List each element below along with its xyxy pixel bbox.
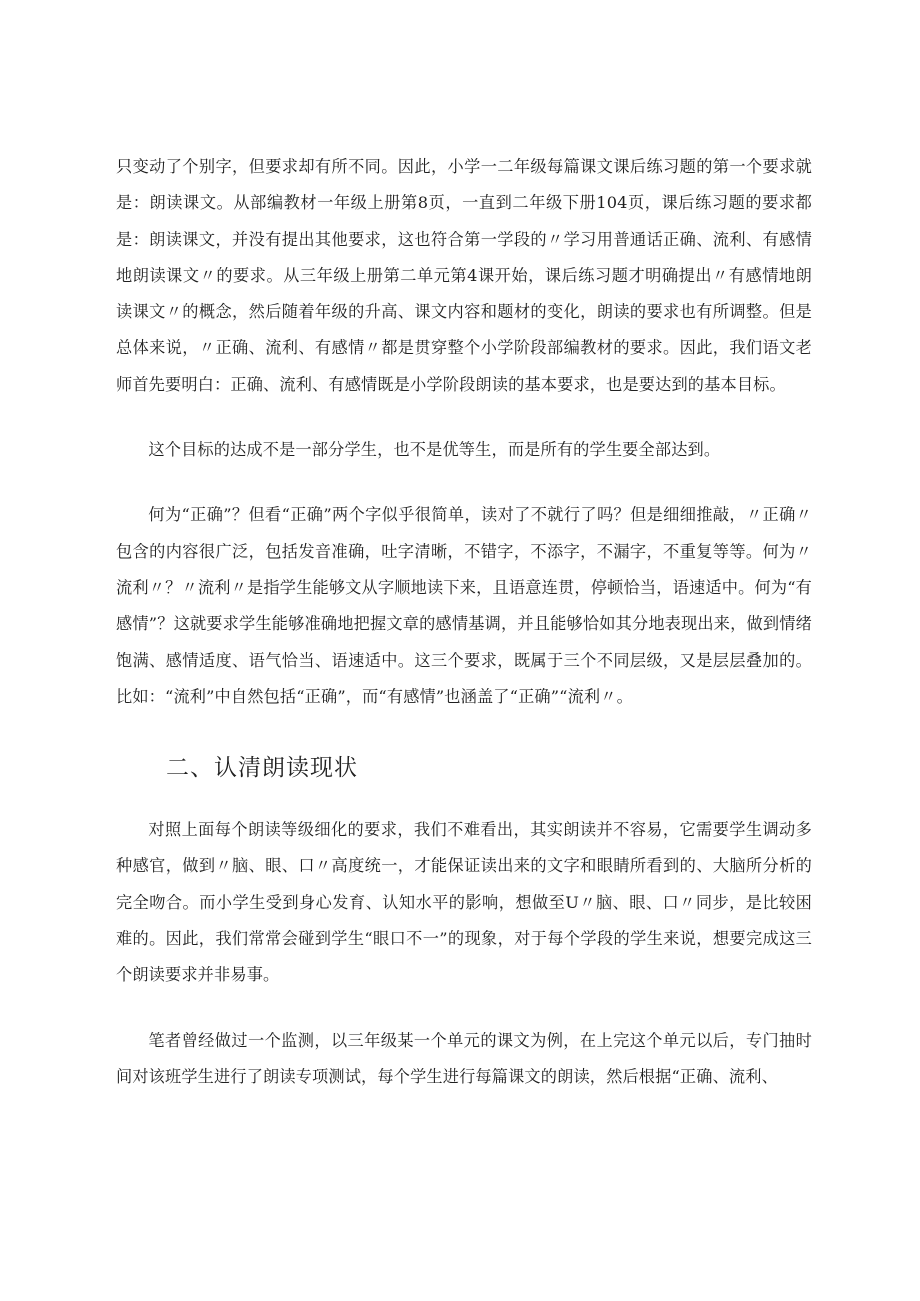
- paragraph-reading-difficulty: 对照上面每个朗读等级细化的要求，我们不难看出，其实朗读并不容易，它需要学生调动多种感官，做到〃脑、眼、口〃高度统一，才能保证读出来的文字和眼睛所看到的、大脑所分析的完全吻合。而小学生受到身心发育、认知水平的影响，想做至U〃脑、眼、口〃同步，是比较困难的。因此，我们常常会碰到学生“眼口不一”的现象，对于每个学段的学生来说，想要完成这三个朗读要求并非易事。: [116, 820, 812, 985]
- paragraph-monitoring-test: 笔者曾经做过一个监测，以三年级某一个单元的课文为例，在上完这个单元以后，专门抽时间对该班学生进行了朗读专项测试，每个学生进行每篇课文的朗读，然后根据“正确、流利、: [116, 1030, 812, 1086]
- paragraph-definitions: 何为“正确”？但看“正确”两个字似乎很简单，读对了不就行了吗？但是细细推敲，〃正确〃包含的内容很广泛，包括发音准确，吐字清晰，不错字，不添字，不漏字，不重复等等。何为〃流利〃？〃流利〃是指学生能够文从字顺地读下来，且语意连贯，停顿恰当，语速适中。何为“有感情”？这就要求学生能够准确地把握文章的感情基调，并且能够恰如其分地表现出来，做到情绪饱满、感情适度、语气恰当、语速适中。这三个要求，既属于三个不同层级，又是层层叠加的。比如：“流利”中自然包括“正确”，而“有感情”也涵盖了“正确”“流利〃。: [116, 505, 812, 706]
- paragraph-reading-requirements: 只变动了个别字，但要求却有所不同。因此，小学一二年级每篇课文课后练习题的第一个要求就是：朗读课文。从部编教材一年级上册第8页，一直到二年级下册104页，课后练习题的要求都是：朗读课文，并没有提出其他要求，这也符合第一学段的〃学习用普通话正确、流利、有感情地朗读课文〃的要求。从三年级上册第二单元第4课开始，课后练习题才明确提出〃有感情地朗读课文〃的概念，然后随着年级的升高、课文内容和题材的变化，朗读的要求也有所调整。但是总体来说，〃正确、流利、有感情〃都是贯穿整个小学阶段部编教材的要求。因此，我们语文老师首先要明白：正确、流利、有感情既是小学阶段朗读的基本要求，也是要达到的基本目标。: [116, 157, 812, 394]
- document-page: [116, 149, 812, 1095]
- paragraph-goal-all-students: 这个目标的达成不是一部分学生，也不是优等生，而是所有的学生要全部达到。: [148, 440, 721, 460]
- section-heading: 二、认清朗读现状: [166, 755, 358, 782]
